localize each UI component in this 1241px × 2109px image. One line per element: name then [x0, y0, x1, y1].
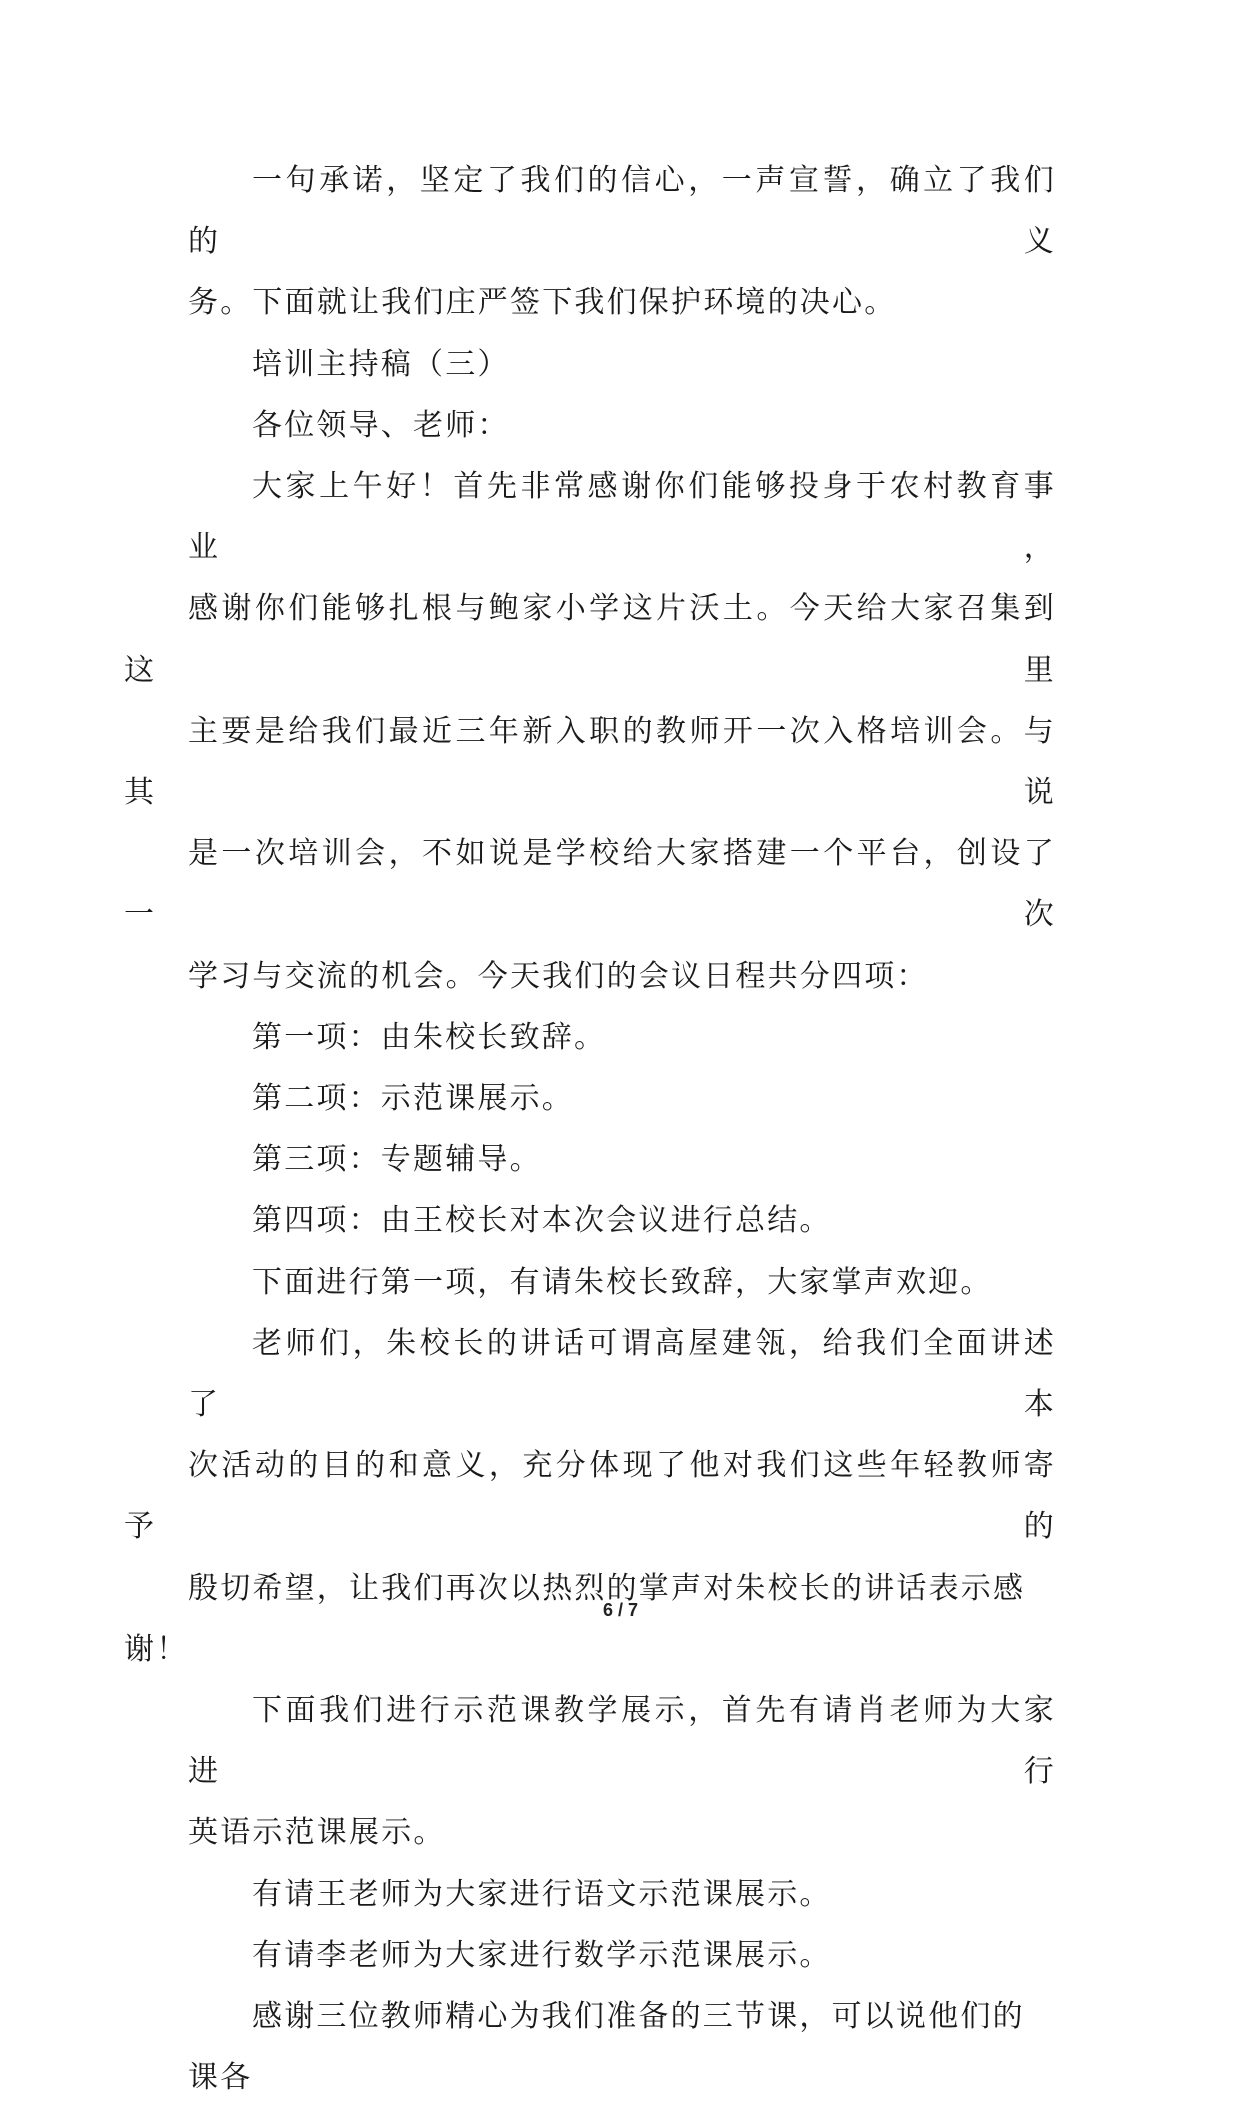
paragraph — [188, 1190, 1056, 1251]
paragraph — [188, 1068, 1056, 1129]
text-line: 殷切希望，让我们再次以热烈的掌声对朱校长的讲话表示感谢！ — [124, 1570, 1026, 1667]
paragraph — [188, 1252, 1056, 1313]
paragraph — [188, 1986, 1056, 2108]
text-line: 下面我们进行示范课教学展示，首先有请肖老师为大家进行 — [188, 1693, 1056, 1790]
text-line: 感谢三位教师精心为我们准备的三节课，可以说他们的课各 — [188, 1999, 1025, 2096]
paragraph — [124, 456, 1056, 1007]
text-line: 第四项：由王校长对本次会议进行总结。 — [252, 1203, 832, 1239]
text-line: 第三项：专题辅导。 — [252, 1142, 542, 1178]
paragraph — [188, 334, 1056, 395]
paragraph — [188, 395, 1056, 456]
text-line: 次活动的目的和意义，充分体现了他对我们这些年轻教师寄予的 — [124, 1448, 1056, 1545]
text-line: 下面进行第一项，有请朱校长致辞，大家掌声欢迎。 — [252, 1264, 993, 1300]
text-line: 务。下面就让我们庄严签下我们保护环境的决心。 — [188, 285, 897, 321]
text-line: 学习与交流的机会。今天我们的会议日程共分四项： — [188, 958, 929, 994]
paragraph — [188, 150, 1056, 334]
paragraph — [188, 1864, 1056, 1925]
text-line: 一句承诺，坚定了我们的信心，一声宣誓，确立了我们的义 — [188, 163, 1056, 260]
text-line: 老师们，朱校长的讲话可谓高屋建瓴，给我们全面讲述了本 — [188, 1325, 1056, 1423]
text-line: 第二项：示范课展示。 — [252, 1081, 574, 1117]
text-line: 有请李老师为大家进行数学示范课展示。 — [252, 1937, 832, 1973]
paragraph — [188, 1680, 1056, 1864]
text-line: 有请王老师为大家进行语文示范课展示。 — [252, 1876, 832, 1912]
paragraph — [188, 1925, 1056, 1986]
paragraph — [188, 1129, 1056, 1190]
text-line: 各位领导、老师： — [252, 407, 510, 443]
paragraph — [124, 1313, 1056, 1680]
text-line: 是一次培训会，不如说是学校给大家搭建一个平台，创设了一次 — [124, 836, 1056, 933]
page-number: 6 / 7 — [602, 1600, 639, 1620]
document-body — [124, 150, 1056, 2109]
text-line: 大家上午好！首先非常感谢你们能够投身于农村教育事业， — [188, 469, 1056, 566]
text-line: 第一项：由朱校长致辞。 — [252, 1019, 607, 1055]
text-line: 英语示范课展示。 — [188, 1815, 446, 1851]
text-line: 感谢你们能够扎根与鲍家小学这片沃土。今天给大家召集到这里 — [124, 591, 1056, 688]
paragraph — [188, 1007, 1056, 1068]
text-line: 培训主持稿（三） — [252, 346, 510, 382]
text-line: 主要是给我们最近三年新入职的教师开一次入格培训会。与其说 — [124, 713, 1056, 811]
